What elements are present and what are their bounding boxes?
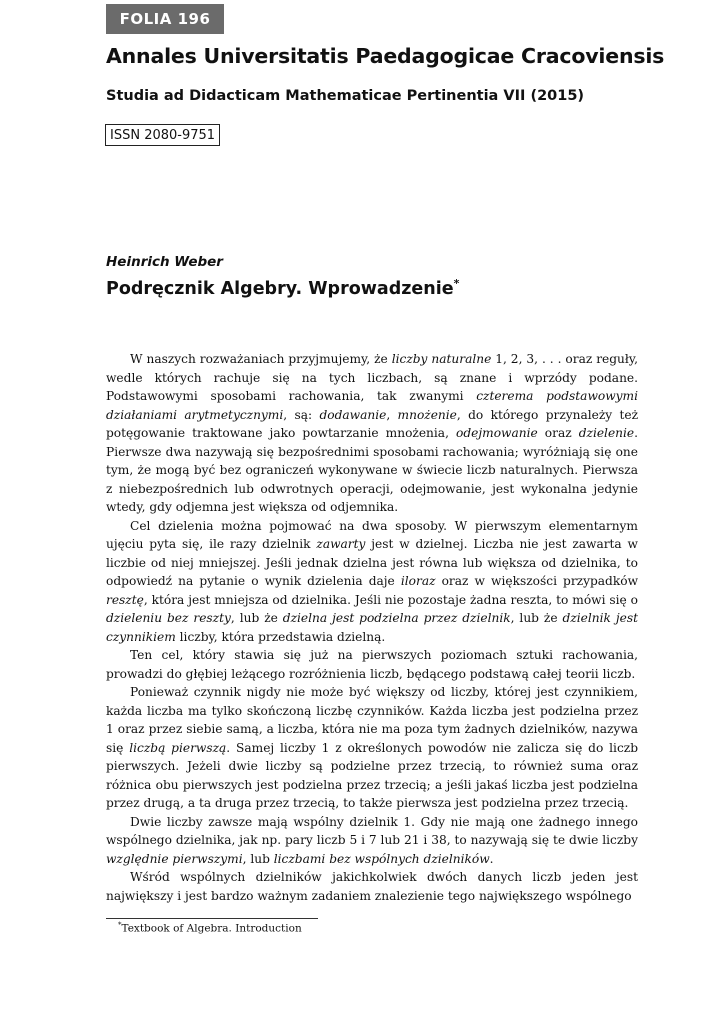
emphasized-term: resztę: [106, 592, 144, 607]
footnote-rule: [106, 918, 318, 919]
article-title-text: Podręcznik Algebry. Wprowadzenie: [106, 278, 454, 299]
article-body: [106, 350, 638, 905]
emphasized-term: czterema podstawowymi działaniami arytmetycznymi: [106, 389, 638, 422]
emphasized-term: liczbą pierwszą: [129, 740, 227, 755]
emphasized-term: dzielnik jest czynnikiem: [106, 611, 638, 644]
paragraph-text: , do którego przynależy też potęgowanie traktowane jako powtarzanie mnożenia,: [106, 407, 639, 440]
body-paragraph: [106, 683, 638, 813]
paragraph-text: .: [489, 851, 494, 866]
emphasized-term: dodawanie: [319, 407, 387, 422]
paragraph-text: Ten cel, który stawia się już na pierwszych poziomach sztuki rachowania, prowadzi do głębiej leżącego rozróżnienia liczb, będącego podstawą całej teorii liczb.: [106, 648, 638, 681]
paragraph-text: , lub że: [510, 611, 563, 625]
emphasized-term: zawarty: [316, 537, 366, 551]
article-author: Heinrich Weber: [106, 254, 223, 270]
paragraph-text: . Pierwsze dwa nazywają się bezpośrednimi sposobami rachowania; wyróżniają się one tym, że mogą być bez ograniczeń wykonywane w świecie liczb naturalnych. Pierwsza z niebezpośrednich lub odwrotnych operacji, odejmowanie, jest wykonalna jedynie wtedy, gdy odjemna jest większa od odjemnika.: [106, 426, 638, 514]
paragraph-text: , lub że: [230, 611, 283, 625]
folia-badge: FOLIA 196: [106, 4, 224, 34]
body-paragraph: [106, 517, 638, 647]
emphasized-term: mnożenie: [397, 407, 457, 422]
title-footnote-mark: *: [453, 277, 460, 290]
paragraph-text: ,: [386, 407, 398, 422]
paragraph-text: Wśród wspólnych dzielników jakichkolwiek dwóch danych liczb jeden jest największy i jest bardzo ważnym zadaniem znalezienie tego największego wspólnego: [106, 870, 638, 903]
paragraph-text: , są:: [283, 407, 320, 422]
emphasized-term: dzielna jest podzielna przez dzielnik: [282, 611, 511, 625]
body-paragraph: [106, 646, 638, 683]
paragraph-text: 1, 2, 3, . . . oraz reguły, wedle których rachuje się na tych liczbach, są znane i wprzódy podane. Podstawowymi sposobami rachowania, tak zwanymi: [106, 352, 638, 403]
emphasized-term: liczbami bez wspólnych dzielników: [273, 851, 490, 866]
paragraph-text: liczby, która przedstawia dzielną.: [175, 629, 386, 644]
paragraph-text: oraz: [537, 426, 579, 440]
paragraph-text: oraz w większości przypadków: [435, 574, 639, 588]
series-title: Studia ad Didacticam Mathematicae Pertinentia VII (2015): [106, 88, 585, 104]
paragraph-text: , lub: [242, 851, 274, 866]
paragraph-text: Cel dzielenia można pojmować na dwa sposoby. W pierwszym elementarnym ujęciu pyta się, ile razy dzielnik: [106, 518, 638, 551]
body-paragraph: [106, 350, 638, 517]
paragraph-text: W naszych rozważaniach przyjmujemy, że: [130, 352, 392, 366]
emphasized-term: iloraz: [400, 574, 436, 588]
article-title: [106, 277, 459, 299]
paragraph-text: Dwie liczby zawsze mają wspólny dzielnik 1. Gdy nie mają one żadnego innego wspólnego dzielnika, jak np. pary liczb 5 i 7 lub 21 i 38, to nazywają się te dwie liczby: [106, 814, 638, 847]
paragraph-text: , która jest mniejsza od dzielnika. Jeśli nie pozostaje żadna reszta, to mówi się o: [143, 592, 638, 607]
paragraph-text: Ponieważ czynnik nigdy nie może być większy od liczby, której jest czynnikiem, każda liczba ma tylko skończoną liczbę czynników. Każda liczba jest podzielna przez 1 oraz przez siebie samą, a liczba, która nie ma poza tym żadnych dzielników, nazywa się: [106, 685, 638, 755]
body-paragraph: [106, 813, 638, 869]
emphasized-term: względnie pierwszymi: [106, 851, 243, 866]
footnote-text: Textbook of Algebra. Introduction: [121, 922, 302, 935]
journal-title: Annales Universitatis Paedagogicae Cracoviensis: [106, 44, 665, 68]
body-paragraph: [106, 868, 638, 905]
emphasized-term: dzieleniu bez reszty: [106, 611, 231, 625]
emphasized-term: dzielenie: [578, 426, 635, 440]
issn-box: ISSN 2080-9751: [105, 124, 220, 146]
footnote-mark: *: [118, 921, 122, 929]
paragraph-text: jest w dzielnej. Liczba nie jest zawarta w liczbie od niej mniejszej. Jeśli jednak dzielna jest równa lub większa od dzielnika, to odpowiedź na pytanie o wynik dzielenia daje: [106, 537, 638, 588]
emphasized-term: liczby naturalne: [391, 352, 492, 366]
emphasized-term: odejmowanie: [456, 426, 538, 440]
paragraph-text: . Samej liczby 1 z określonych powodów nie zalicza się do liczb pierwszych. Jeżeli dwie liczby są podzielne przez trzecią, to również suma oraz różnica obu pierwszych jest podzielna przez trzecią; a jeśli jakaś liczba jest podzielna przez drugą, a ta druga przez trzecią, to także pierwsza jest podzielna przez trzecią.: [106, 740, 638, 810]
footnote: [118, 921, 302, 935]
